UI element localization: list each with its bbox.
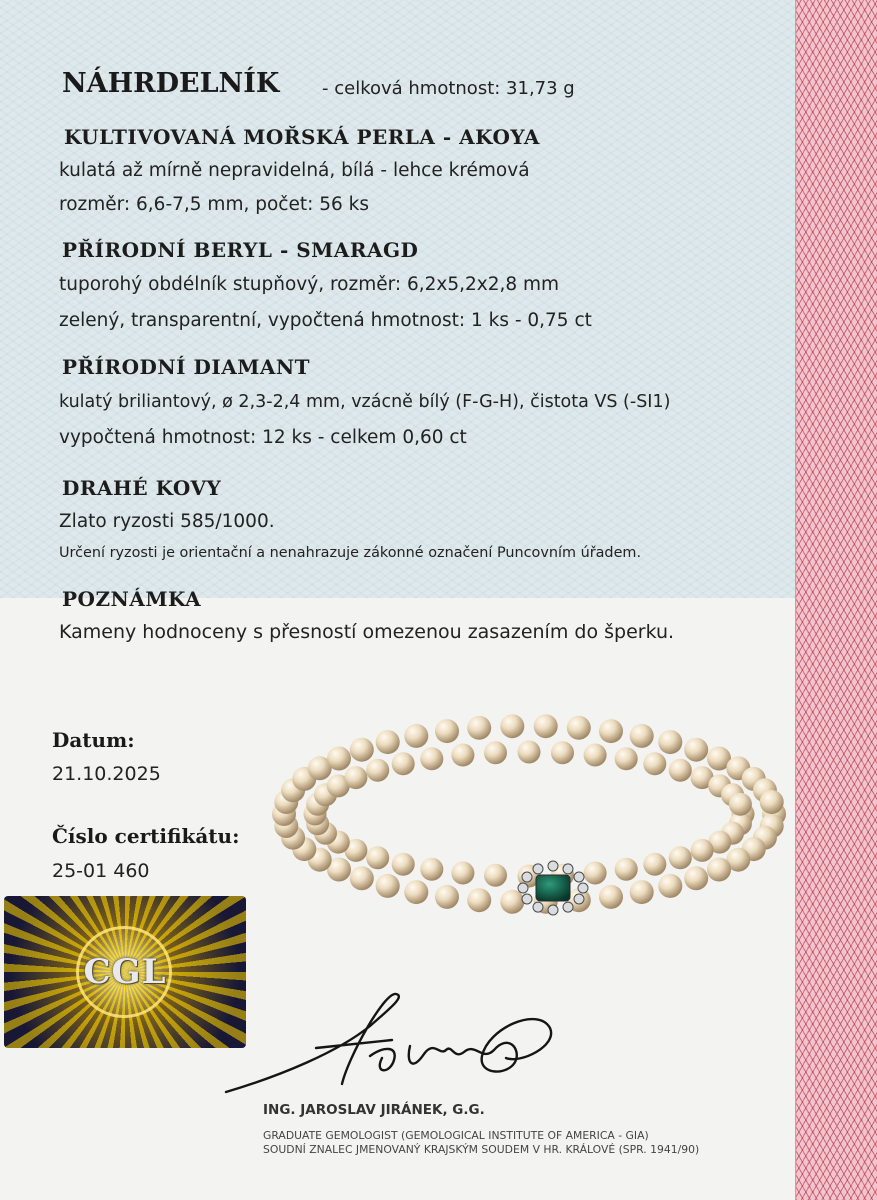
section-heading-diamond: PŘÍRODNÍ DIAMANT [62, 355, 311, 379]
section-heading-metals: DRAHÉ KOVY [62, 476, 222, 500]
metals-line-1: Zlato ryzosti 585/1000. [59, 511, 275, 532]
emerald-stone [536, 875, 570, 901]
cert-number-label: Číslo certifikátu: [52, 824, 240, 848]
pearl [350, 738, 374, 762]
pearl [435, 719, 459, 743]
pearl [376, 730, 400, 754]
date-label: Datum: [52, 728, 135, 752]
pearl-line-1: kulatá až mírně nepravidelná, bílá - lehce krémová [59, 160, 530, 181]
pearl [392, 853, 415, 876]
pearl [760, 790, 784, 814]
emerald-line-1: tuporohý obdélník stupňový, rozměr: 6,2x5,2x2,8 mm [59, 274, 560, 295]
pearl [435, 885, 459, 909]
pearl [684, 738, 708, 762]
section-heading-note: POZNÁMKA [62, 587, 202, 611]
diamond-stone [548, 861, 558, 871]
diamond-stone [578, 883, 588, 893]
pearl [669, 759, 692, 782]
diamond-stone [574, 894, 584, 904]
section-heading-emerald: PŘÍRODNÍ BERYL - SMARAGD [62, 238, 419, 262]
pearl [729, 793, 752, 816]
pearl [484, 741, 507, 764]
necklace-photo [268, 708, 790, 920]
diamond-stone [533, 864, 543, 874]
pearl [420, 858, 443, 881]
diamond-stone [548, 905, 558, 915]
pearl [630, 880, 654, 904]
pearl [658, 874, 682, 898]
signer-title-2: SOUDNÍ ZNALEC JMENOVANÝ KRAJSKÝM SOUDEM V HR. KRÁLOVÉ (SPR. 1941/90) [263, 1143, 700, 1156]
pearl [584, 744, 607, 767]
pearl [404, 724, 428, 748]
pearl [551, 741, 574, 764]
pearl [684, 866, 708, 890]
pearl [467, 716, 491, 740]
pearl-line-2: rozměr: 6,6-7,5 mm, počet: 56 ks [59, 194, 369, 215]
pearl [484, 864, 507, 887]
pearl [327, 747, 351, 771]
pearl [599, 885, 623, 909]
diamond-stone [563, 864, 573, 874]
signer-name: ING. JAROSLAV JIRÁNEK, G.G. [263, 1102, 485, 1118]
diamond-stone [574, 872, 584, 882]
pearl [615, 747, 638, 770]
pearl [707, 858, 731, 882]
pearl [451, 744, 474, 767]
pearl [643, 752, 666, 775]
emerald-line-2: zelený, transparentní, vypočtená hmotnost: 1 ks - 0,75 ct [59, 310, 592, 331]
pearl [404, 880, 428, 904]
pearl [500, 714, 524, 738]
pearl [599, 719, 623, 743]
cert-number-value: 25-01 460 [52, 860, 150, 882]
pearl [615, 858, 638, 881]
diamond-stone [533, 902, 543, 912]
diamond-stone [522, 894, 532, 904]
pearl-strand-inner [304, 741, 755, 888]
diamond-stone [522, 872, 532, 882]
diamond-line-2: vypočtená hmotnost: 12 ks - celkem 0,60 ct [59, 427, 467, 448]
signer-title-1: GRADUATE GEMOLOGIST (GEMOLOGICAL INSTITUTE OF AMERICA - GIA) [263, 1129, 649, 1142]
pearl [392, 752, 415, 775]
red-security-band [795, 0, 877, 1200]
pearl [376, 874, 400, 898]
pearl [643, 853, 666, 876]
date-value: 21.10.2025 [52, 763, 161, 785]
pearl [467, 888, 491, 912]
pearl [344, 766, 367, 789]
pearl [658, 730, 682, 754]
pearl [669, 846, 692, 869]
hologram-seal-icon [4, 896, 246, 1048]
pearl [630, 724, 654, 748]
pearl [534, 714, 558, 738]
diamond-stone [563, 902, 573, 912]
pearl [451, 862, 474, 885]
pearl [500, 890, 524, 914]
pearl [691, 839, 714, 862]
pearl [420, 747, 443, 770]
section-heading-pearl: KULTIVOVANÁ MOŘSKÁ PERLA - AKOYA [64, 125, 540, 149]
diamond-stone [518, 883, 528, 893]
item-title: NÁHRDELNÍK [62, 68, 280, 99]
hologram-logo-text: CGL [83, 952, 167, 992]
note-line-1: Kameny hodnoceny s přesností omezenou zasazením do šperku. [59, 621, 675, 643]
pearl [350, 866, 374, 890]
pearl [584, 862, 607, 885]
total-weight: - celková hmotnost: 31,73 g [322, 78, 575, 99]
pearl [366, 846, 389, 869]
metals-note: Určení ryzosti je orientační a nenahrazuje zákonné označení Puncovním úřadem. [59, 545, 642, 561]
pearl [366, 759, 389, 782]
signature-mark [220, 988, 560, 1100]
diamond-line-1: kulatý briliantový, ø 2,3-2,4 mm, vzácně bílý (F-G-H), čistota VS (-SI1) [59, 392, 671, 412]
pearl [567, 716, 591, 740]
pearl [518, 741, 541, 764]
